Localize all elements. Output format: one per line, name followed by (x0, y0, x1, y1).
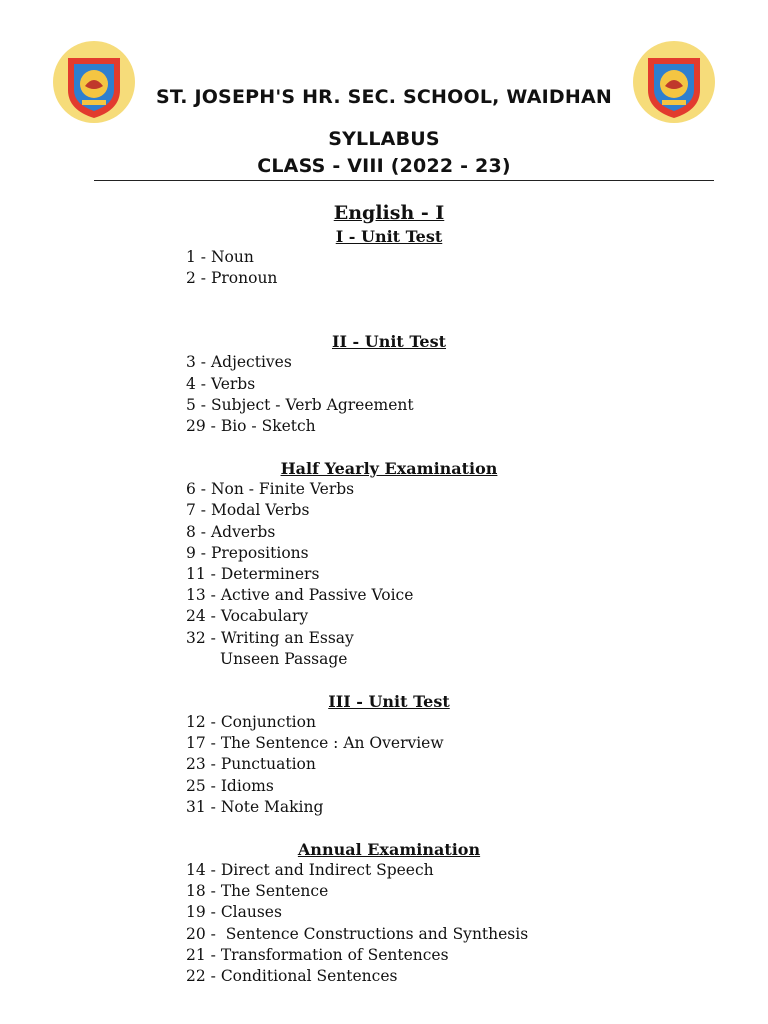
list-item: 9 - Prepositions (186, 543, 309, 562)
syllabus-content (0, 200, 768, 987)
section-title: Annual Examination (297, 840, 481, 860)
list-item: 13 - Active and Passive Voice (186, 586, 414, 605)
header-divider (94, 180, 714, 181)
school-name: ST. JOSEPH'S HR. SEC. SCHOOL, WAIDHAN (156, 86, 612, 108)
section-title: I - Unit Test (335, 227, 443, 246)
school-logo-right (632, 40, 716, 124)
section-title: Half Yearly Examination (280, 459, 498, 479)
class-year: CLASS - VIII (2022 - 23) (257, 155, 511, 177)
syllabus-title: SYLLABUS (328, 128, 440, 150)
list-item: 7 - Modal Verbs (186, 501, 310, 520)
list-item: 29 - Bio - Sketch (186, 417, 316, 436)
list-item: 4 - Verbs (186, 374, 256, 393)
section-half-yearly (0, 458, 768, 670)
list-item: 11 - Determiners (186, 565, 320, 584)
section-unit-test-2 (0, 331, 768, 437)
school-logo-left (52, 40, 136, 124)
list-item: 22 - Conditional Sentences (186, 967, 398, 986)
list-item: 21 - Transformation of Sentences (186, 945, 449, 964)
section-title: III - Unit Test (328, 692, 450, 712)
list-item: 31 - Note Making (186, 797, 324, 816)
list-item: 19 - Clauses (186, 903, 282, 922)
list-item: 32 - Writing an Essay (186, 628, 354, 647)
list-item: 24 - Vocabulary (186, 607, 309, 626)
list-item: 8 - Adverbs (186, 522, 276, 541)
list-item: 14 - Direct and Indirect Speech (186, 861, 434, 880)
section-unit-test-1 (0, 226, 768, 289)
list-item: 3 - Adjectives (186, 353, 292, 372)
section-unit-test-3 (0, 691, 768, 818)
list-item: 17 - The Sentence : An Overview (186, 734, 444, 753)
list-item: 1 - Noun (186, 248, 254, 266)
list-item: 20 - Sentence Constructions and Synthesis (186, 924, 529, 943)
list-item: 23 - Punctuation (186, 755, 316, 774)
section-title: II - Unit Test (331, 332, 447, 352)
list-item: 2 - Pronoun (186, 269, 278, 288)
subject-title: English - I (333, 202, 445, 224)
list-item: 18 - The Sentence (186, 882, 329, 901)
list-item: 6 - Non - Finite Verbs (186, 480, 355, 499)
list-item: 5 - Subject - Verb Agreement (186, 395, 414, 414)
list-item: 12 - Conjunction (186, 713, 316, 732)
list-item: Unseen Passage (220, 649, 348, 668)
list-item: 25 - Idioms (186, 776, 274, 795)
section-annual (0, 839, 768, 987)
